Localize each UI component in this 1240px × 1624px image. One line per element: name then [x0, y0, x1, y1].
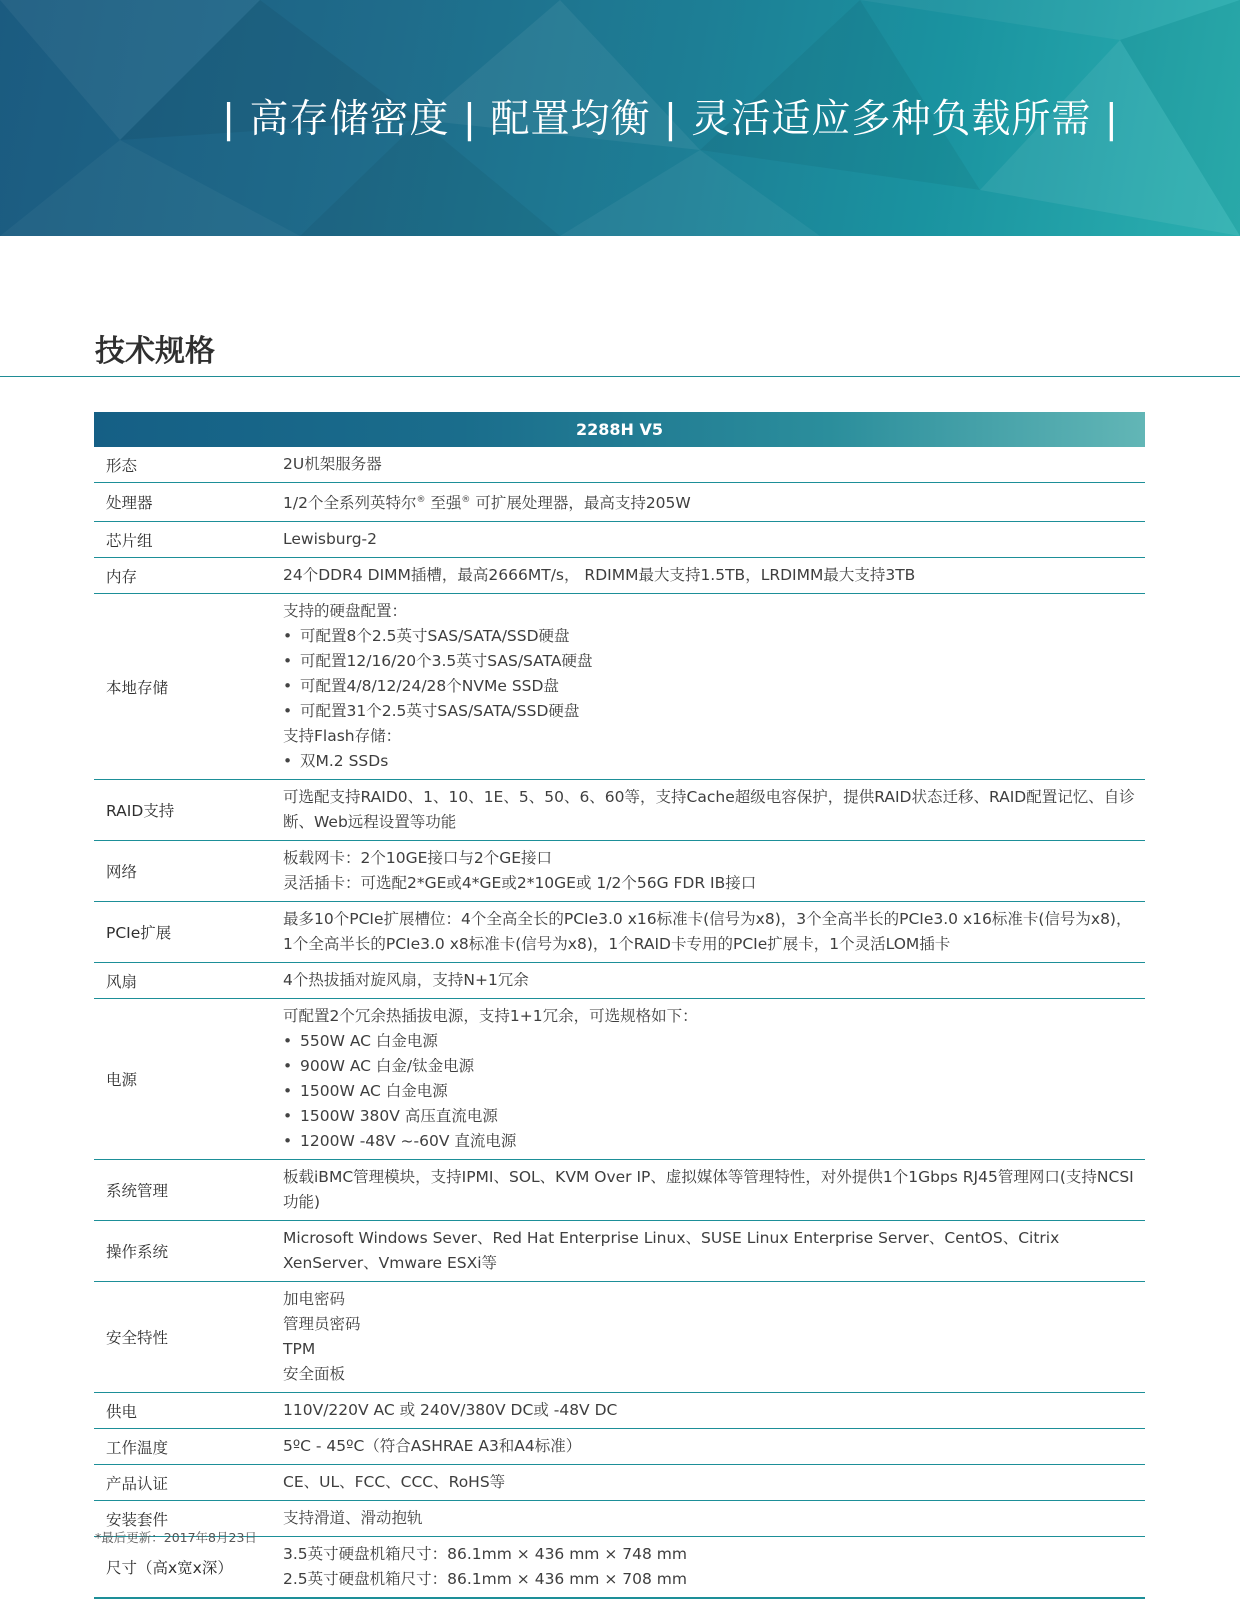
spec-line: 3.5英寸硬盘机箱尺寸：86.1mm × 436 mm × 748 mm [283, 1545, 687, 1564]
spec-row-mgmt [94, 1160, 1145, 1221]
page-title: 技术规格 [95, 334, 215, 369]
spec-row-supply [94, 1393, 1145, 1429]
registered-mark: ® [461, 495, 471, 505]
title-divider [0, 376, 1240, 377]
list-item: • 1500W 380V 高压直流电源 [283, 1104, 1135, 1129]
spec-line: 支持滑道、滑动抱轨 [283, 1509, 423, 1528]
spec-line: 加电密码 [283, 1290, 346, 1309]
spec-line: Microsoft Windows Sever、Red Hat Enterprise Linux、SUSE Linux Enterprise Server、CentOS、Citrix XenServer、Vmware ESXi等 [283, 1229, 1060, 1273]
list-item: • 可配置31个2.5英寸SAS/SATA/SSD硬盘 [283, 699, 1135, 724]
spec-line: 110V/220V AC 或 240V/380V DC或 -48V DC [283, 1401, 618, 1420]
spec-line: 最多10个PCIe扩展槽位：4个全高全长的PCIe3.0 x16标准卡(信号为x8)，3个全高半长的PCIe3.0 x16标准卡(信号为x8)，1个全高半长的PCIe3.0 x8标准卡(信号为x8)，1个RAID卡专用的PCIe扩展卡，1个灵活LOM插卡 [283, 910, 1132, 954]
cpu-text-c: 可扩展处理器，最高支持205W [470, 494, 691, 513]
spec-value [283, 599, 1145, 774]
list-item: • 1500W AC 白金电源 [283, 1079, 1135, 1104]
spec-value [283, 1506, 1145, 1531]
spec-label: 产品认证 [106, 1474, 169, 1493]
spec-row-fan [94, 963, 1145, 999]
spec-row-chipset [94, 522, 1145, 558]
spec-line: 24个DDR4 DIMM插槽，最高2666MT/s， RDIMM最大支持1.5TB，LRDIMM最大支持3TB [283, 566, 916, 585]
spec-value [283, 1287, 1145, 1387]
spec-value [283, 785, 1145, 835]
spec-row-raid [94, 780, 1145, 841]
spec-line: 4个热拔插对旋风扇，支持N+1冗余 [283, 971, 529, 990]
spec-label: RAID支持 [106, 802, 175, 821]
spec-value [283, 1398, 1145, 1423]
spec-label: 操作系统 [106, 1243, 169, 1262]
spec-value [283, 907, 1145, 957]
spec-value [283, 1004, 1145, 1154]
spec-line: 5ºC - 45ºC（符合ASHRAE A3和A4标准） [283, 1437, 582, 1456]
spec-label: PCIe扩展 [106, 924, 172, 943]
spec-line: 管理员密码 [283, 1315, 361, 1334]
spec-label: 处理器 [106, 494, 153, 513]
spec-row-cpu [94, 483, 1145, 522]
spec-row-storage [94, 594, 1145, 780]
spec-line: 2U机架服务器 [283, 455, 382, 473]
spec-label: 尺寸（高x宽x深） [106, 1559, 233, 1578]
spec-value [283, 1226, 1145, 1276]
spec-label: 系统管理 [106, 1182, 169, 1201]
spec-label: 供电 [106, 1402, 138, 1421]
list-item: • 可配置8个2.5英寸SAS/SATA/SSD硬盘 [283, 624, 1135, 649]
spec-row-power [94, 999, 1145, 1160]
spec-value [283, 563, 1145, 588]
cpu-text-a: 1/2个全系列英特尔 [283, 494, 417, 513]
table-model-header: 2288H V5 [94, 412, 1145, 447]
spec-line: 板载iBMC管理模块，支持IPMI、SOL、KVM Over IP、虚拟媒体等管理特性，对外提供1个1Gbps RJ45管理网口(支持NCSI功能) [283, 1168, 1134, 1212]
spec-label: 安全特性 [106, 1329, 169, 1348]
header-banner [0, 0, 1240, 236]
spec-row-form [94, 447, 1145, 483]
spec-row-temp [94, 1429, 1145, 1465]
spec-line: 2.5英寸硬盘机箱尺寸：86.1mm × 436 mm × 708 mm [283, 1570, 687, 1589]
spec-label: 工作温度 [106, 1438, 169, 1457]
registered-mark: ® [416, 495, 426, 505]
spec-label: 芯片组 [106, 531, 153, 550]
banner-tagline: | 高存储密度 | 配置均衡 | 灵活适应多种负载所需 | [222, 97, 1119, 142]
spec-row-pcie [94, 902, 1145, 963]
spec-line: 支持Flash存储： [283, 727, 402, 746]
spec-row-cert [94, 1465, 1145, 1501]
spec-line [283, 488, 1135, 516]
spec-line: 支持的硬盘配置： [283, 602, 408, 621]
spec-label: 电源 [106, 1071, 138, 1090]
spec-label: 本地存储 [106, 678, 169, 697]
list-item: • 双M.2 SSDs [283, 749, 1135, 774]
spec-line: 板载网卡：2个10GE接口与2个GE接口 [283, 849, 553, 868]
spec-line: TPM [283, 1340, 316, 1359]
spec-value [283, 1434, 1145, 1459]
spec-label: 形态 [106, 456, 138, 475]
list-item: • 550W AC 白金电源 [283, 1029, 1135, 1054]
spec-row-dims [94, 1537, 1145, 1599]
spec-row-network [94, 841, 1145, 902]
spec-line: 安全面板 [283, 1365, 346, 1384]
spec-row-memory [94, 558, 1145, 594]
list-item: • 900W AC 白金/钛金电源 [283, 1054, 1135, 1079]
spec-label: 网络 [106, 863, 138, 882]
spec-line: CE、UL、FCC、CCC、RoHS等 [283, 1473, 506, 1492]
last-updated-note: *最后更新：2017年8月23日 [95, 1530, 257, 1545]
cpu-text-b: 至强 [425, 494, 462, 513]
spec-line: Lewisburg-2 [283, 530, 378, 549]
spec-table [94, 412, 1145, 1599]
list-item: • 可配置4/8/12/24/28个NVMe SSD盘 [283, 674, 1135, 699]
spec-value [283, 1165, 1145, 1215]
spec-value [283, 527, 1145, 552]
spec-line: 灵活插卡：可选配2*GE或4*GE或2*10GE或 1/2个56G FDR IB接口 [283, 874, 757, 893]
list-item: • 1200W -48V ~-60V 直流电源 [283, 1129, 1135, 1154]
spec-line: 可配置2个冗余热插拔电源，支持1+1冗余，可选规格如下： [283, 1007, 698, 1026]
spec-row-os [94, 1221, 1145, 1282]
spec-value [283, 1470, 1145, 1495]
spec-value [283, 1542, 1145, 1592]
list-item: • 可配置12/16/20个3.5英寸SAS/SATA硬盘 [283, 649, 1135, 674]
spec-label: 风扇 [106, 972, 138, 991]
spec-row-security [94, 1282, 1145, 1393]
spec-value [283, 846, 1145, 896]
spec-value [283, 452, 1145, 477]
spec-label: 安装套件 [106, 1510, 169, 1529]
spec-label: 内存 [106, 567, 138, 586]
spec-line: 可选配支持RAID0、1、10、1E、5、50、6、60等，支持Cache超级电容保护，提供RAID状态迁移、RAID配置记忆、自诊断、Web远程设置等功能 [283, 788, 1135, 832]
spec-value [283, 968, 1145, 993]
spec-value [283, 488, 1145, 516]
